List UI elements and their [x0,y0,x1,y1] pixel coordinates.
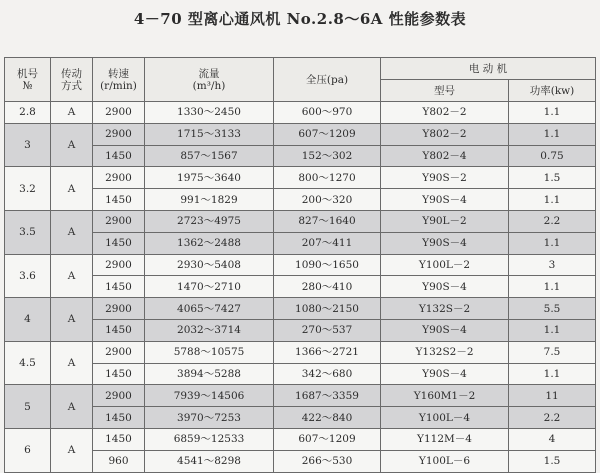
cell-motor-type: Y90L－2 [381,210,509,232]
table-row [5,210,596,232]
cell-flow: 1362～2488 [145,232,274,254]
cell-motor-type: Y90S－4 [381,232,509,254]
cell-motor-power: 5.5 [509,298,596,320]
cell-speed: 2900 [93,102,145,124]
table-row [5,341,596,363]
cell-flow: 857～1567 [145,145,274,167]
cell-speed: 2900 [93,341,145,363]
cell-flow: 4065～7427 [145,298,274,320]
cell-flow: 6859～12533 [145,428,274,450]
cell-motor-type: Y100L－2 [381,254,509,276]
cell-drive-type: A [51,254,93,298]
cell-pressure: 607～1209 [274,123,381,145]
cell-pressure: 207～411 [274,232,381,254]
page-title: 4－70 型离心通风机 No.2.8～6A 性能参数表 [133,10,467,28]
cell-model-no: 3.6 [5,254,51,298]
cell-pressure: 270～537 [274,319,381,341]
cell-speed: 1450 [93,189,145,211]
header-flow: 流量 (m³/h) [145,58,274,102]
cell-pressure: 1080～2150 [274,298,381,320]
cell-drive-type: A [51,123,93,167]
cell-pressure: 152～302 [274,145,381,167]
cell-flow: 5788～10575 [145,341,274,363]
cell-motor-power: 0.75 [509,145,596,167]
cell-motor-power: 1.1 [509,123,596,145]
cell-flow: 1470～2710 [145,276,274,298]
table-row [5,407,596,429]
cell-pressure: 800～1270 [274,167,381,189]
cell-motor-type: Y132S－2 [381,298,509,320]
cell-speed: 1450 [93,232,145,254]
cell-motor-power: 1.1 [509,363,596,385]
cell-model-no: 2.8 [5,102,51,124]
cell-motor-power: 1.1 [509,232,596,254]
cell-pressure: 1090～1650 [274,254,381,276]
cell-speed: 1450 [93,363,145,385]
header-motor-power: 功率(kw) [509,80,596,102]
table-row [5,102,596,124]
table-row [5,450,596,472]
header-pressure: 全压(pa) [274,58,381,102]
cell-motor-power: 1.1 [509,189,596,211]
table-row [5,167,596,189]
cell-flow: 3894～5288 [145,363,274,385]
cell-motor-type: Y160M1－2 [381,385,509,407]
cell-pressure: 1687～3359 [274,385,381,407]
cell-flow: 1715～3133 [145,123,274,145]
cell-drive-type: A [51,167,93,211]
header-motor-type: 型号 [381,80,509,102]
cell-speed: 2900 [93,167,145,189]
cell-pressure: 827～1640 [274,210,381,232]
cell-drive-type: A [51,210,93,254]
cell-motor-type: Y90S－4 [381,189,509,211]
cell-motor-type: Y100L－6 [381,450,509,472]
header-model-no: 机号 № [5,58,51,102]
table-row [5,232,596,254]
cell-speed: 1450 [93,276,145,298]
cell-motor-type: Y90S－4 [381,363,509,385]
table-row [5,428,596,450]
cell-speed: 2900 [93,385,145,407]
cell-motor-power: 1.5 [509,450,596,472]
cell-flow: 4541～8298 [145,450,274,472]
cell-speed: 1450 [93,407,145,429]
cell-flow: 1330～2450 [145,102,274,124]
cell-speed: 2900 [93,254,145,276]
cell-motor-type: Y90S－4 [381,319,509,341]
cell-model-no: 6 [5,428,51,472]
cell-speed: 2900 [93,210,145,232]
header-motor: 电 动 机 [381,58,596,80]
table-row [5,363,596,385]
cell-motor-type: Y100L－4 [381,407,509,429]
cell-pressure: 600～970 [274,102,381,124]
cell-motor-power: 3 [509,254,596,276]
cell-motor-type: Y802－2 [381,102,509,124]
table-row [5,189,596,211]
cell-motor-power: 7.5 [509,341,596,363]
cell-flow: 2723～4975 [145,210,274,232]
table-row [5,145,596,167]
cell-drive-type: A [51,341,93,385]
cell-model-no: 3 [5,123,51,167]
table-body [5,102,596,473]
cell-flow: 3970～7253 [145,407,274,429]
cell-motor-power: 2.2 [509,210,596,232]
cell-speed: 960 [93,450,145,472]
cell-motor-type: Y802－2 [381,123,509,145]
cell-speed: 1450 [93,319,145,341]
cell-speed: 1450 [93,145,145,167]
cell-motor-power: 1.5 [509,167,596,189]
table-row [5,254,596,276]
cell-motor-type: Y802－4 [381,145,509,167]
table-row [5,123,596,145]
table-row [5,319,596,341]
cell-motor-power: 1.1 [509,102,596,124]
cell-model-no: 3.2 [5,167,51,211]
cell-pressure: 280～410 [274,276,381,298]
cell-drive-type: A [51,428,93,472]
cell-model-no: 4 [5,298,51,342]
cell-flow: 2930～5408 [145,254,274,276]
cell-motor-type: Y90S－4 [381,276,509,298]
table-row [5,385,596,407]
cell-flow: 2032～3714 [145,319,274,341]
cell-motor-power: 2.2 [509,407,596,429]
cell-drive-type: A [51,102,93,124]
cell-motor-power: 11 [509,385,596,407]
cell-flow: 7939～14506 [145,385,274,407]
cell-model-no: 4.5 [5,341,51,385]
cell-drive-type: A [51,385,93,429]
cell-speed: 2900 [93,298,145,320]
cell-motor-power: 1.1 [509,276,596,298]
cell-pressure: 342～680 [274,363,381,385]
cell-model-no: 3.5 [5,210,51,254]
cell-pressure: 1366～2721 [274,341,381,363]
cell-motor-type: Y90S－2 [381,167,509,189]
cell-pressure: 607～1209 [274,428,381,450]
cell-motor-type: Y112M－4 [381,428,509,450]
table-row [5,298,596,320]
cell-motor-type: Y132S2－2 [381,341,509,363]
cell-speed: 2900 [93,123,145,145]
cell-pressure: 200～320 [274,189,381,211]
cell-model-no: 5 [5,385,51,429]
table-row [5,276,596,298]
cell-pressure: 422～840 [274,407,381,429]
cell-drive-type: A [51,298,93,342]
cell-flow: 1975～3640 [145,167,274,189]
cell-flow: 991～1829 [145,189,274,211]
header-drive-type: 传动 方式 [51,58,93,102]
cell-pressure: 266～530 [274,450,381,472]
header-speed: 转速 (r/min) [93,58,145,102]
cell-motor-power: 1.1 [509,319,596,341]
cell-speed: 1450 [93,428,145,450]
fan-performance-table [4,57,596,473]
cell-motor-power: 4 [509,428,596,450]
